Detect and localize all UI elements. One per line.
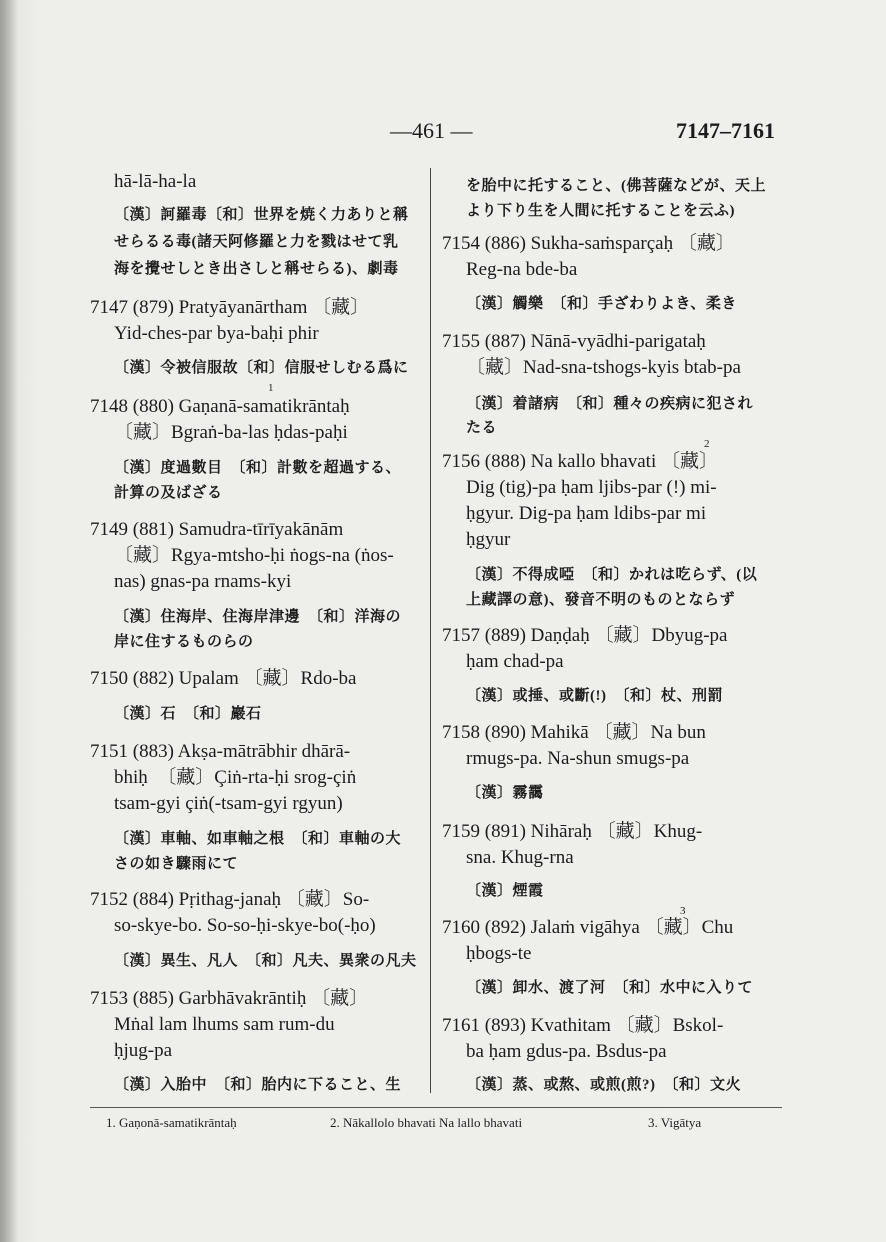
entry-heading-7147: 7147 (879) Pratyāyanārtham 〔藏〕 [90,297,370,318]
entry-line: Yid-ches-par bya-baḥi phir [114,323,319,344]
entry-line: ḥbogs-te [466,943,532,964]
entry-line: hā-lā-ha-la [114,171,197,192]
entry-line: nas) gnas-pa rnams-kyi [114,571,292,592]
entry-heading-7152: 7152 (884) Pṛithag-janaḥ 〔藏〕So- [90,889,370,910]
footnote-rule [90,1107,782,1108]
entry-heading-7156: 7156 (888) Na kallo bhavati 〔藏〕 [442,451,718,472]
entry-heading-7154: 7154 (886) Sukha-saṁsparçaḥ 〔藏〕 [442,233,735,254]
entry-heading-7150: 7150 (882) Upalam 〔藏〕Rdo-ba [90,668,357,689]
translation-line: さの如き驟雨にて [114,856,239,872]
translation-line: たる [466,420,498,436]
entry-heading-7155: 7155 (887) Nānā-vyādhi-parigataḥ [442,331,706,352]
entry-line: rmugs-pa. Na-shun smugs-pa [466,748,690,769]
entry-line: so-skye-bo. So-so-ḥi-skye-bo(-ḥo) [114,915,376,936]
translation-line: 〔漢〕着諸病 〔和〕種々の疾病に犯され [466,396,754,412]
entry-heading-7158: 7158 (890) Mahikā 〔藏〕Na bun [442,722,706,743]
entry-heading-7149: 7149 (881) Samudra-tīrīyakānām [90,519,344,540]
entry-line: ḥam chad-pa [466,651,564,672]
entry-line: ḥgyur. Dig-pa ḥam ldibs-par mi [466,503,707,524]
entry-line: 〔藏〕Nad-sna-tshogs-kyis btab-pa [466,357,741,378]
translation-line: 海を攪せしとき出さしと稱せらる)、劇毒 [114,261,399,277]
translation-line: 上藏譯の意)、發音不明のものとならず [466,592,735,608]
translation-line: 〔漢〕卸水、渡了河 〔和〕水中に入りて [466,980,754,996]
translation-line: 計算の及ばざる [114,485,223,501]
translation-line: 〔漢〕度過數目 〔和〕計數を超過する、 [114,460,402,476]
entry-heading-7159: 7159 (891) Nihāraḥ 〔藏〕Khug- [442,821,703,842]
footnote-3: 3. Vigātya [648,1115,702,1130]
column-divider [430,168,431,1093]
entry-heading-7160: 7160 (892) Jalaṁ vigāhya 〔藏〕Chu [442,917,734,938]
entry-heading-7148: 7148 (880) Gaṇanā-samatikrāntaḥ [90,396,350,417]
entry-line: 〔藏〕Rgya-mtsho-ḥi ṅogs-na (ṅos- [114,545,394,566]
entry-heading-7157: 7157 (889) Daṇḍaḥ 〔藏〕Dbyug-pa [442,625,728,646]
entry-line: bhiḥ 〔藏〕Çiṅ-rta-ḥi srog-çiṅ [114,767,357,788]
translation-line: 〔漢〕異生、凡人 〔和〕凡夫、異衆の凡夫 [114,953,417,969]
binding-shadow [0,0,18,1242]
entry-line: tsam-gyi çiṅ(-tsam-gyi rgyun) [114,793,343,814]
page-number: —461 — [390,118,473,143]
translation-line: 〔漢〕住海岸、住海岸津邊 〔和〕洋海の [114,609,402,625]
translation-line: 〔漢〕入胎中 〔和〕胎内に下ること、生 [114,1077,402,1093]
entry-line: 〔藏〕Bgraṅ-ba-las ḥdas-paḥi [114,422,348,443]
entry-range: 7147–7161 [676,118,775,143]
translation-line: 〔漢〕令被信服故〔和〕信服せしむる爲に [114,360,409,376]
translation-line: 〔漢〕訶羅毒〔和〕世界を焼く力ありと稱 [114,207,409,223]
entry-line: Reg-na bde-ba [466,259,578,280]
entry-heading-7161: 7161 (893) Kvathitam 〔藏〕Bskol- [442,1015,724,1036]
entry-line: ḥgyur [466,529,511,550]
superscript: 2 [704,438,710,450]
superscript: 3 [680,905,686,917]
translation-line: 〔漢〕不得成啞 〔和〕かれは吃らず、(以 [466,567,758,583]
entry-line: Dig (tig)-pa ḥam ljibs-par (!) mi- [466,477,717,498]
entry-heading-7153: 7153 (885) Garbhāvakrāntiḥ 〔藏〕 [90,988,369,1009]
translation-line: 〔漢〕煙霞 [466,883,544,899]
translation-line: 〔漢〕石 〔和〕巖石 [114,706,262,722]
entry-heading-7151: 7151 (883) Akṣa-mātrābhir dhārā- [90,741,351,762]
translation-line: 〔漢〕車軸、如車軸之根 〔和〕車軸の大 [114,831,402,847]
translation-line: 〔漢〕霧靄 [466,785,544,801]
footnote-1: 1. Gaṇonā-samatikrāntaḥ [106,1115,237,1130]
entry-line: ba ḥam gdus-pa. Bsdus-pa [466,1041,667,1062]
translation-line: 〔漢〕蒸、或熬、或煎(煎?) 〔和〕文火 [466,1077,741,1093]
translation-line: 〔漢〕或捶、或斷(!) 〔和〕杖、刑罰 [466,688,723,704]
translation-line: せらるる毒(諸天阿修羅と力を戮はせて乳 [114,234,399,250]
translation-line: 〔漢〕觸樂 〔和〕手ざわりよき、柔き [466,296,737,312]
entry-line: ḥjug-pa [114,1040,173,1061]
entry-line: sna. Khug-rna [466,847,574,868]
translation-line: を胎中に托すること、(佛菩薩などが、天上 [466,178,766,194]
translation-line: より下り生を人間に托することを云ふ) [466,203,735,219]
superscript: 1 [268,382,274,394]
translation-line: 岸に住するものらの [114,634,254,650]
footnote-2: 2. Nākallolo bhavati Na lallo bhavati [330,1115,523,1130]
entry-line: Mṅal lam lhums sam rum-du [114,1014,335,1035]
